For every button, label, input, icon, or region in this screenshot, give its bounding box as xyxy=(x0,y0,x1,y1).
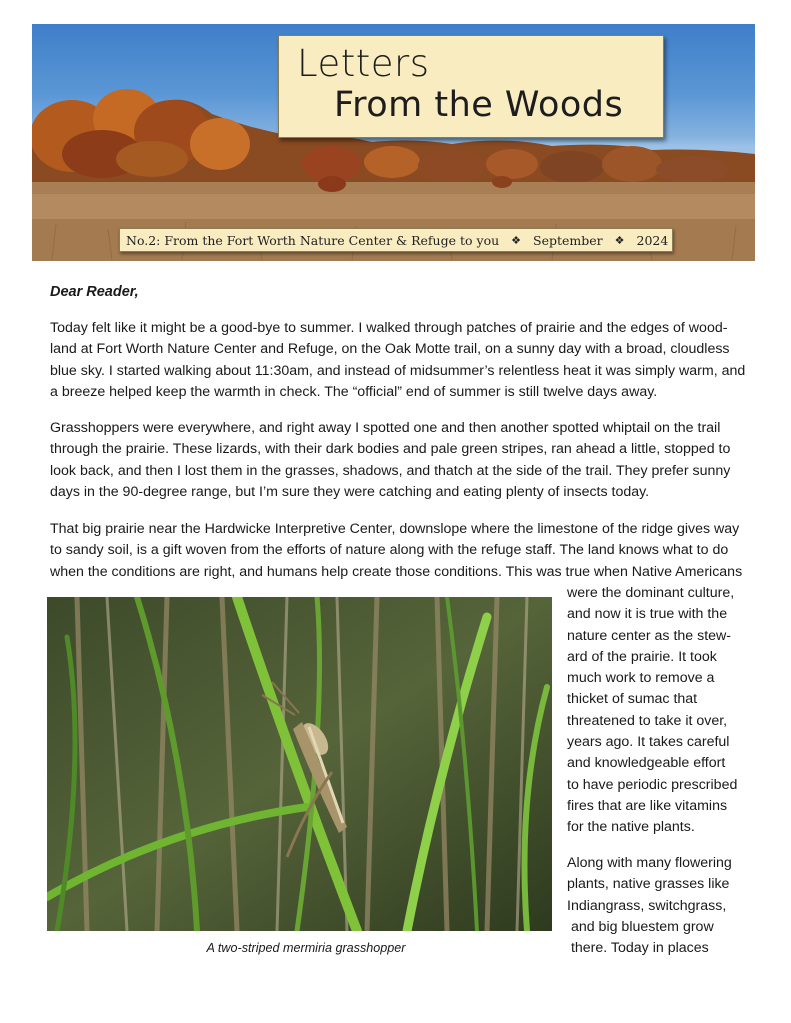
header-banner xyxy=(32,24,755,261)
separator-icon: ❖ xyxy=(511,233,522,247)
text-line: land at Fort Worth Nature Center and Refuge, on the Oak Motte trail, on a sunny day with a broad, cloudless xyxy=(50,341,730,358)
masthead-title-line1: Letters xyxy=(297,42,430,85)
text-line: and knowledgeable effort xyxy=(567,755,726,772)
paragraph-1 xyxy=(50,318,745,403)
text-line: much work to remove a xyxy=(567,670,715,687)
text-line: and now it is true with the xyxy=(567,606,728,623)
separator-icon: ❖ xyxy=(614,233,625,247)
text-line: fires that are like vitamins xyxy=(567,797,728,814)
text-line: That big prairie near the Hardwicke Interpretive Center, downslope where the limestone of the ridge gives way xyxy=(50,521,740,537)
text-line: Today felt like it might be a good-bye to summer. I walked through patches of prairie and the edges of wood- xyxy=(50,320,728,336)
text-line: blue sky. I started walking about 11:30am, and instead of midsummer’s relentless heat it was simply warm, and xyxy=(50,362,746,379)
paragraph-3-continued xyxy=(567,583,757,839)
salutation: Dear Reader, xyxy=(50,284,139,300)
text-line: nature center as the stew- xyxy=(567,627,732,644)
issue-strip xyxy=(119,228,673,252)
text-line: days in the 90-degree range, but I’m sure they were catching and eating plenty of insects today. xyxy=(50,483,650,500)
issue-year: 2024 xyxy=(636,232,669,248)
text-line: for the native plants. xyxy=(567,819,695,836)
text-line: through the prairie. These lizards, with their dark bodies and pale green stripes, ran ahead a little, stopped to xyxy=(50,441,731,458)
text-line: thicket of sumac that xyxy=(567,691,698,708)
paragraph-2 xyxy=(50,418,745,503)
text-line: there. Today in places xyxy=(567,940,709,957)
paragraph-3 xyxy=(50,519,745,583)
text-line: and big bluestem grow xyxy=(567,918,714,935)
text-line: ard of the prairie. It took xyxy=(567,648,717,665)
text-line: were the dominant culture, xyxy=(567,585,735,601)
text-line: plants, native grasses like xyxy=(567,876,730,893)
text-line: Along with many flowering xyxy=(567,855,732,871)
text-line: look back, and then I lost them in the grasses, shadows, and thatch at the side of the trail. They prefer sunny xyxy=(50,462,731,479)
text-line: to have periodic prescribed xyxy=(567,776,738,793)
text-line: Indiangrass, switchgrass, xyxy=(567,897,727,914)
grasshopper-photo xyxy=(47,597,552,931)
issue-month: September xyxy=(533,232,603,248)
issue-text: No.2: From the Fort Worth Nature Center & Refuge to you xyxy=(126,232,500,248)
grass-grasshopper-image xyxy=(47,597,552,931)
masthead-title-line2: From the Woods xyxy=(334,85,624,125)
photo-caption: A two-striped mermiria grasshopper xyxy=(206,941,406,955)
text-line: Grasshoppers were everywhere, and right away I spotted one and then another spotted whiptail on the trail xyxy=(50,420,721,436)
text-line: threatened to take it over, xyxy=(567,712,728,729)
paragraph-4 xyxy=(567,853,757,959)
text-line: a breeze helped keep the warmth in check. The “official” end of summer is still twelve days away. xyxy=(50,383,658,400)
text-line: years ago. It takes careful xyxy=(567,734,730,751)
masthead-card xyxy=(278,35,664,138)
text-line: when the conditions are right, and humans help create those conditions. This was true when Native Americans xyxy=(50,563,743,580)
text-line: to sandy soil, is a gift woven from the efforts of nature along with the refuge staff. The land knows what to do xyxy=(50,542,729,559)
